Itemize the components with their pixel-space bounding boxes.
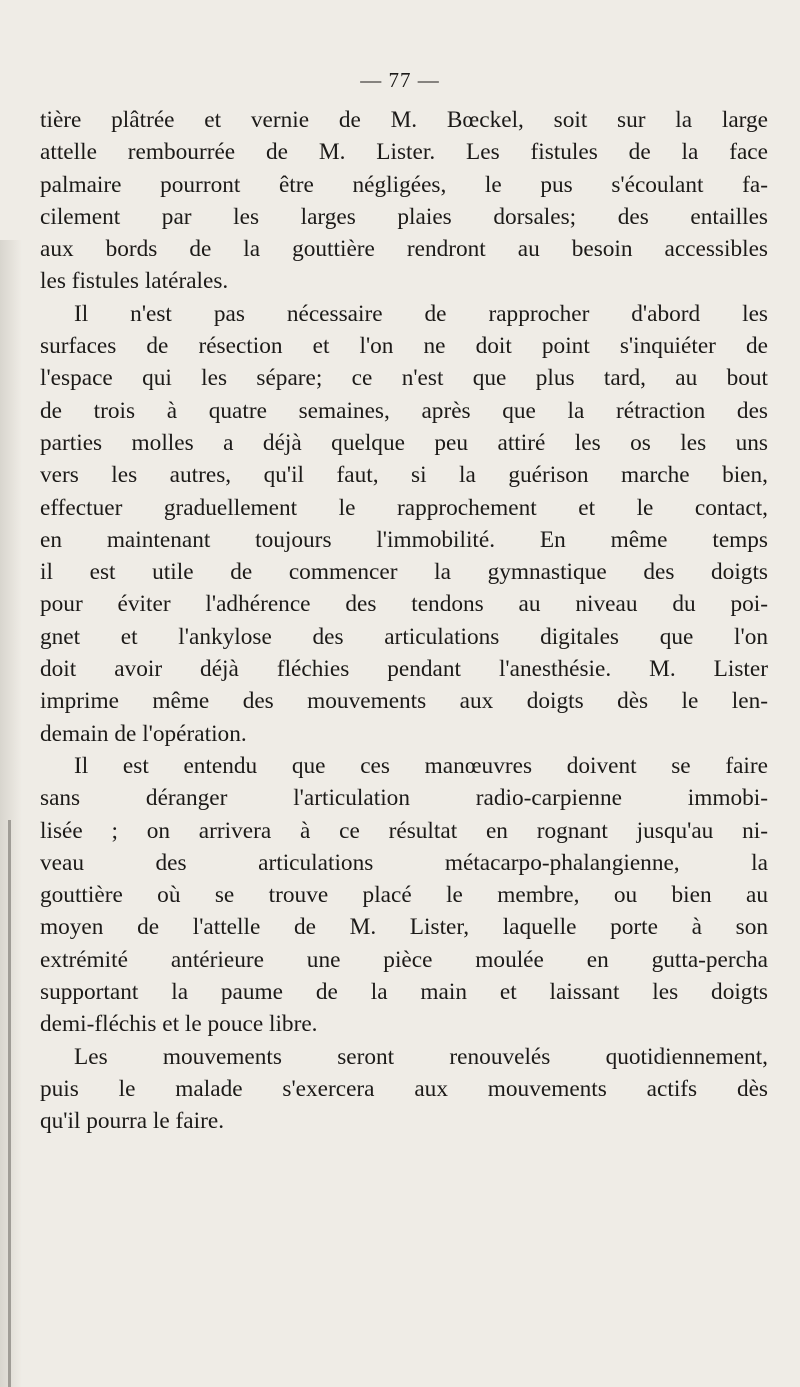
body-text [40,104,768,1138]
text-line: Les mouvements seront renouvelés quotidiennement, [74,1043,768,1070]
text-line: puis le malade s'exercera aux mouvements actifs dès [40,1075,768,1102]
text-line: moyen de l'attelle de M. Lister, laquelle porte à son [40,914,768,941]
text-line: tière plâtrée et vernie de M. Bœckel, soit sur la large [40,107,768,133]
text-line: cilement par les larges plaies dorsales; des entailles [40,203,768,230]
paragraph [40,750,768,1041]
text-line: palmaire pourront être négligées, le pus s'écoulant fa- [40,171,768,198]
text-line: vers les autres, qu'il faut, si la guérison marche bien, [40,462,768,489]
text-line: il est utile de commencer la gymnastique des doigts [40,559,768,586]
text-line: pour éviter l'adhérence des tendons au niveau du poi- [40,591,768,618]
paragraph [40,104,768,298]
text-line: parties molles a déjà quelque peu attiré les os les uns [40,429,768,456]
text-line: extrémité antérieure une pièce moulée en gutta-percha [40,946,768,973]
text-line: les fistules latérales. [40,268,229,295]
text-line: de trois à quatre semaines, après que la rétraction des [40,397,768,424]
text-line: attelle rembourrée de M. Lister. Les fistules de la face [40,139,768,166]
text-line: sans déranger l'articulation radio-carpienne immobi- [40,785,768,812]
text-line: en maintenant toujours l'immobilité. En même temps [40,526,768,553]
page-binding-edge [8,820,11,1387]
text-line: veau des articulations métacarpo-phalangienne, la [40,849,768,876]
text-line: Il n'est pas nécessaire de rapprocher d'abord les [74,300,768,327]
text-line: supportant la paume de la main et laissant les doigts [40,979,768,1006]
text-line: surfaces de résection et l'on ne doit point s'inquiéter de [40,333,768,360]
text-line: demi-fléchis et le pouce libre. [40,1011,318,1038]
text-line: demain de l'opération. [40,720,247,747]
page-binding-shadow [0,240,22,1387]
text-line: imprime même des mouvements aux doigts dès le len- [40,688,768,715]
page-number: — 77 — [360,68,440,92]
text-line: gouttière où se trouve placé le membre, ou bien au [40,882,768,909]
text-line: gnet et l'ankylose des articulations digitales que l'on [40,623,768,650]
text-line: l'espace qui les sépare; ce n'est que plus tard, au bout [40,365,768,392]
paragraph [40,1041,768,1138]
text-line: lisée ; on arrivera à ce résultat en rognant jusqu'au ni- [40,817,768,844]
text-line: doit avoir déjà fléchies pendant l'anesthésie. M. Lister [40,656,768,683]
paragraph [40,298,768,750]
text-line: qu'il pourra le faire. [40,1108,225,1135]
text-line: Il est entendu que ces manœuvres doivent se faire [74,752,768,779]
text-line: aux bords de la gouttière rendront au besoin accessibles [40,236,768,263]
text-line: effectuer graduellement le rapprochement et le contact, [40,494,768,521]
